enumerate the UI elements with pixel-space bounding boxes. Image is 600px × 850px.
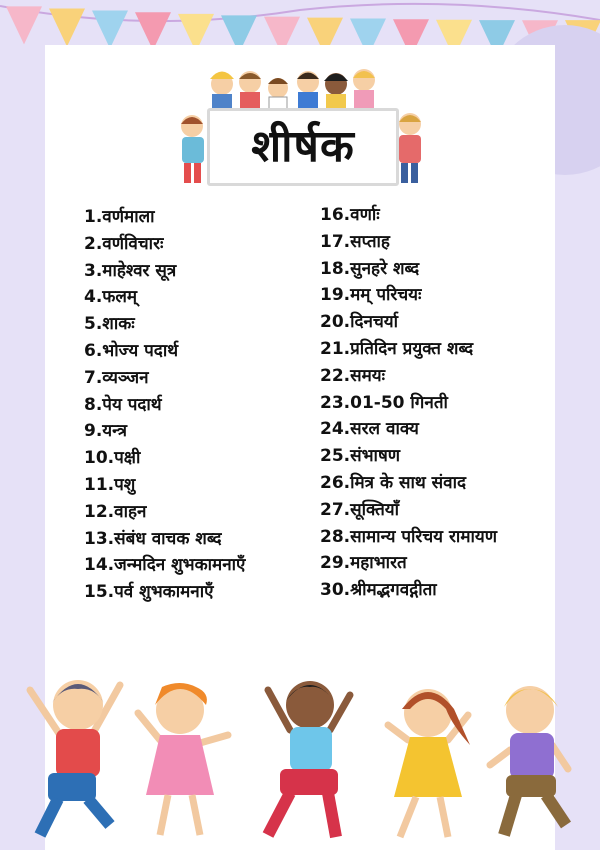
topic-item: 5.शाकः <box>84 314 135 335</box>
bunting-flag <box>6 6 42 44</box>
title-board <box>207 108 399 186</box>
dancing-kid-5 <box>490 686 568 835</box>
topic-item: 11.पशु <box>84 474 136 495</box>
topic-item: 30.श्रीमद्भगवद्गीता <box>320 580 437 601</box>
kid-left <box>181 115 204 183</box>
topic-item: 29.महाभारत <box>320 553 407 574</box>
kid-head-5 <box>324 73 348 108</box>
topic-item: 28.सामान्य परिचय रामायण <box>320 526 498 547</box>
dancing-kid-4 <box>388 689 470 837</box>
topic-item: 22.समयः <box>320 365 386 386</box>
kid-head-2 <box>239 71 261 108</box>
topic-item: 26.मित्र के साथ संवाद <box>320 472 467 493</box>
kid-right <box>399 113 421 183</box>
topic-item: 6.भोज्य पदार्थ <box>84 340 179 361</box>
topic-item: 25.संभाषण <box>320 446 401 467</box>
topic-item: 20.दिनचर्या <box>320 312 399 333</box>
topic-item: 8.पेय पदार्थ <box>84 394 162 415</box>
topic-item: 17.सप्ताह <box>320 231 390 252</box>
kid-head-1 <box>210 72 234 109</box>
page-title: शीर्षक <box>251 121 355 172</box>
topic-item: 14.जन्मदिन शुभकामनाएँ <box>84 555 246 576</box>
dancing-kid-1 <box>30 680 120 835</box>
topic-item: 16.वर्णाः <box>320 205 380 225</box>
topic-item: 12.वाहन <box>84 501 147 522</box>
topic-item: 23.01-50 गिनती <box>320 392 448 413</box>
topic-item: 18.सुनहरे शब्द <box>320 258 420 279</box>
topic-item: 7.व्यञ्जन <box>84 367 149 388</box>
topic-item: 15.पर्व शुभकामनाएँ <box>84 582 214 603</box>
topic-item: 9.यन्त्र <box>84 421 128 442</box>
dancing-kids-illustration <box>0 665 600 850</box>
dancing-kid-3 <box>268 681 350 837</box>
topic-item: 21.प्रतिदिन प्रयुक्त शब्द <box>320 338 474 359</box>
topic-list-left <box>84 204 245 606</box>
bunting-flag <box>49 8 85 46</box>
topic-item: 19.मम् परिचयः <box>320 285 422 306</box>
kid-head-4 <box>297 71 319 108</box>
topic-list-right <box>320 202 497 604</box>
topic-item: 4.फलम् <box>84 287 138 308</box>
dancing-kid-2 <box>138 683 228 835</box>
topic-item: 1.वर्णमाला <box>84 207 155 227</box>
topic-item: 13.संबंध वाचक शब्द <box>84 528 222 549</box>
kid-head-3 <box>268 78 288 109</box>
kid-head-6 <box>353 69 375 108</box>
topic-item: 27.सूक्तियाँ <box>320 499 400 520</box>
bunting-flag <box>92 10 128 48</box>
topic-item: 24.सरल वाक्य <box>320 419 419 440</box>
topic-item: 10.पक्षी <box>84 448 141 469</box>
topic-item: 3.माहेश्वर सूत्र <box>84 260 177 281</box>
topic-item: 2.वर्णविचारः <box>84 233 164 254</box>
